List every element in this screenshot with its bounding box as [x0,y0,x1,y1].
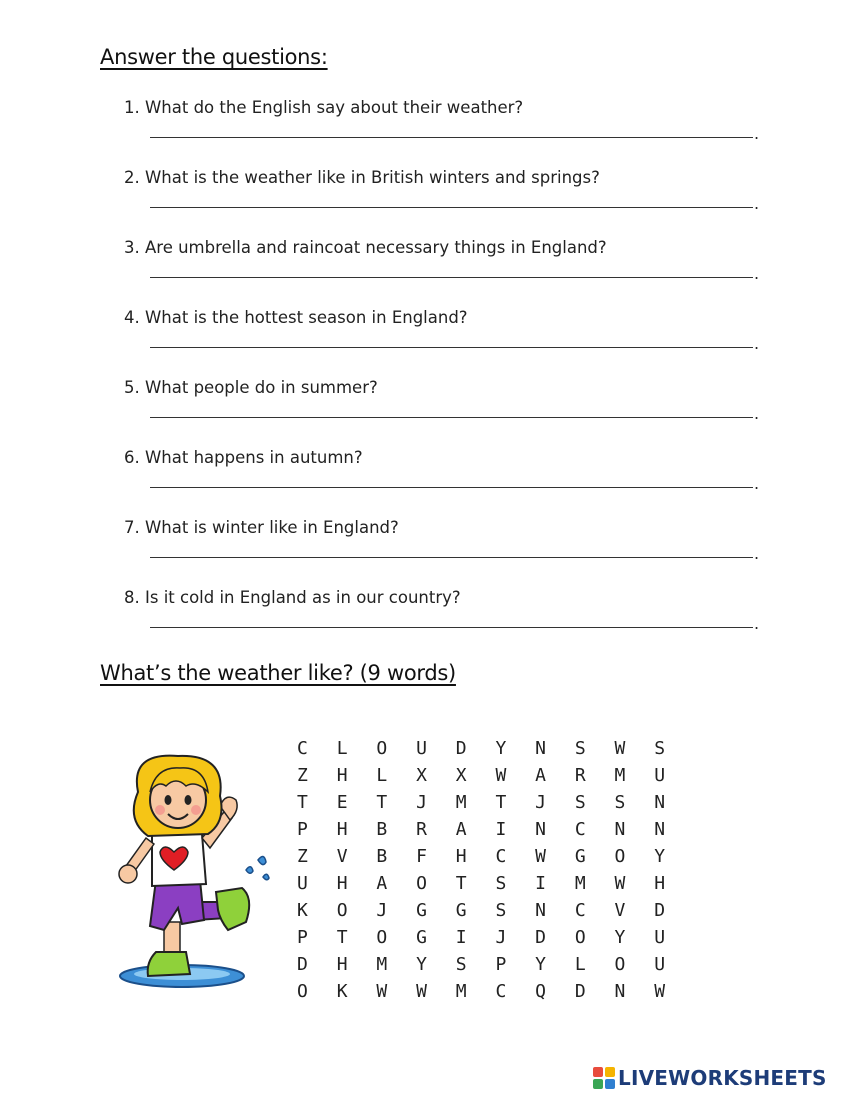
grid-letter[interactable]: H [336,819,348,840]
grid-letter[interactable]: M [574,873,586,894]
grid-letter[interactable]: O [376,927,388,948]
question-text: 7. What is winter like in England? [124,518,399,537]
grid-letter[interactable]: S [495,873,507,894]
grid-letter[interactable]: T [455,873,467,894]
grid-letter[interactable]: M [455,792,467,813]
answer-line[interactable] [150,277,753,278]
grid-letter[interactable]: Q [535,981,546,1002]
question-text: 8. Is it cold in England as in our country? [124,588,461,607]
question-item [124,448,764,518]
grid-letter[interactable]: H [336,873,348,894]
grid-letter[interactable]: D [535,927,546,948]
grid-letter[interactable]: L [574,954,586,975]
grid-letter[interactable]: S [614,792,626,813]
grid-letter[interactable]: N [535,900,546,921]
grid-letter[interactable]: H [336,765,348,786]
answer-period: . [754,264,760,283]
grid-letter[interactable]: I [535,873,546,894]
grid-letter[interactable]: Z [297,846,308,867]
answer-line[interactable] [150,627,753,628]
grid-letter[interactable]: S [574,792,586,813]
grid-letter[interactable]: P [297,819,308,840]
answer-line[interactable] [150,207,753,208]
grid-letter[interactable]: G [574,846,586,867]
grid-letter[interactable]: T [376,792,388,813]
grid-letter[interactable]: O [336,900,348,921]
question-item [124,238,764,308]
grid-letter[interactable]: D [455,738,467,759]
grid-letter[interactable]: V [614,900,626,921]
grid-letter[interactable]: G [416,900,427,921]
word-search-grid [295,738,692,1008]
grid-letter[interactable]: K [336,981,348,1002]
section-heading-word-search: What’s the weather like? (9 words) [100,661,456,685]
grid-letter[interactable]: D [297,954,308,975]
grid-letter[interactable]: D [654,900,666,921]
grid-letter[interactable]: R [574,765,586,786]
grid-letter[interactable]: O [416,873,427,894]
girl-splashing-puddle-icon [108,752,273,997]
grid-letter[interactable]: K [297,900,308,921]
grid-letter[interactable]: U [654,927,666,948]
grid-letter[interactable]: Y [654,846,666,867]
grid-letter[interactable]: J [495,927,507,948]
grid-letter[interactable]: J [416,792,427,813]
answer-line[interactable] [150,487,753,488]
grid-letter[interactable]: M [614,765,626,786]
grid-letter[interactable]: S [495,900,507,921]
question-text: 1. What do the English say about their weather? [124,98,524,117]
grid-letter[interactable]: S [455,954,467,975]
liveworksheets-logo-icon [592,1066,616,1090]
question-item [124,308,764,378]
grid-letter[interactable]: O [574,927,586,948]
question-text: 3. Are umbrella and raincoat necessary things in England? [124,238,607,257]
grid-letter[interactable]: C [495,981,507,1002]
grid-letter[interactable]: M [455,981,467,1002]
grid-letter[interactable]: P [495,954,507,975]
grid-letter[interactable]: C [495,846,507,867]
grid-letter[interactable]: D [574,981,586,1002]
grid-letter[interactable]: L [336,738,348,759]
grid-letter[interactable]: Y [495,738,507,759]
grid-letter[interactable]: I [495,819,507,840]
grid-letter[interactable]: S [654,738,666,759]
grid-letter[interactable]: U [654,765,666,786]
grid-letter[interactable]: V [336,846,348,867]
grid-letter[interactable]: H [455,846,467,867]
answer-period: . [754,474,760,493]
grid-letter[interactable]: W [654,981,666,1002]
grid-letter[interactable]: O [614,846,626,867]
grid-letter[interactable]: N [614,981,626,1002]
logo-text: LIVEWORKSHEETS [618,1066,827,1090]
grid-letter[interactable]: W [495,765,507,786]
question-item [124,378,764,448]
answer-line[interactable] [150,417,753,418]
grid-letter[interactable]: O [376,738,388,759]
grid-letter[interactable]: C [297,738,308,759]
grid-letter[interactable]: W [614,873,626,894]
grid-letter[interactable]: G [455,900,467,921]
grid-letter[interactable]: G [416,927,427,948]
grid-letter[interactable]: W [614,738,626,759]
grid-letter[interactable]: T [297,792,308,813]
grid-letter[interactable]: S [574,738,586,759]
answer-period: . [754,334,760,353]
grid-letter[interactable]: A [376,873,388,894]
question-text: 4. What is the hottest season in England? [124,308,468,327]
grid-letter[interactable]: I [455,927,467,948]
grid-letter[interactable]: N [614,819,626,840]
grid-letter[interactable]: N [654,819,666,840]
grid-letter[interactable]: R [416,819,427,840]
grid-letter[interactable]: H [336,954,348,975]
grid-letter[interactable]: Y [614,927,626,948]
grid-letter[interactable]: A [455,819,467,840]
grid-letter[interactable]: P [297,927,308,948]
grid-letter[interactable]: F [416,846,427,867]
grid-letter[interactable]: U [297,873,308,894]
grid-letter[interactable]: Y [535,954,546,975]
grid-letter[interactable]: B [376,846,388,867]
grid-letter[interactable]: J [535,792,546,813]
grid-letter[interactable]: B [376,819,388,840]
grid-letter[interactable]: Y [416,954,427,975]
answer-line[interactable] [150,137,753,138]
grid-letter[interactable]: Z [297,765,308,786]
answer-line[interactable] [150,347,753,348]
answer-period: . [754,194,760,213]
grid-letter[interactable]: W [376,981,388,1002]
answer-period: . [754,614,760,633]
grid-letter[interactable]: E [336,792,348,813]
liveworksheets-logo [592,1063,827,1093]
grid-letter[interactable]: X [455,765,467,786]
question-item [124,518,764,588]
grid-letter[interactable]: T [336,927,348,948]
grid-letter[interactable]: C [574,819,586,840]
grid-letter[interactable]: T [495,792,507,813]
grid-letter[interactable]: O [297,981,308,1002]
grid-letter[interactable]: N [654,792,666,813]
grid-letter[interactable]: H [654,873,666,894]
question-item [124,98,764,168]
answer-period: . [754,404,760,423]
grid-letter[interactable]: J [376,900,388,921]
grid-letter[interactable]: M [376,954,388,975]
answer-line[interactable] [150,557,753,558]
grid-letter[interactable]: C [574,900,586,921]
grid-letter[interactable]: W [416,981,427,1002]
question-text: 6. What happens in autumn? [124,448,363,467]
grid-letter[interactable]: W [535,846,546,867]
grid-letter[interactable]: U [416,738,427,759]
question-text: 5. What people do in summer? [124,378,378,397]
question-item [124,168,764,238]
question-item [124,588,764,658]
grid-letter[interactable]: L [376,765,388,786]
question-text: 2. What is the weather like in British winters and springs? [124,168,600,187]
grid-letter[interactable]: N [535,819,546,840]
grid-letter[interactable]: X [416,765,427,786]
grid-letter[interactable]: A [535,765,546,786]
grid-letter[interactable]: N [535,738,546,759]
grid-letter[interactable]: U [654,954,666,975]
grid-letter[interactable]: O [614,954,626,975]
section-heading-questions: Answer the questions: [100,45,328,69]
answer-period: . [754,124,760,143]
answer-period: . [754,544,760,563]
questions-list [124,98,764,658]
